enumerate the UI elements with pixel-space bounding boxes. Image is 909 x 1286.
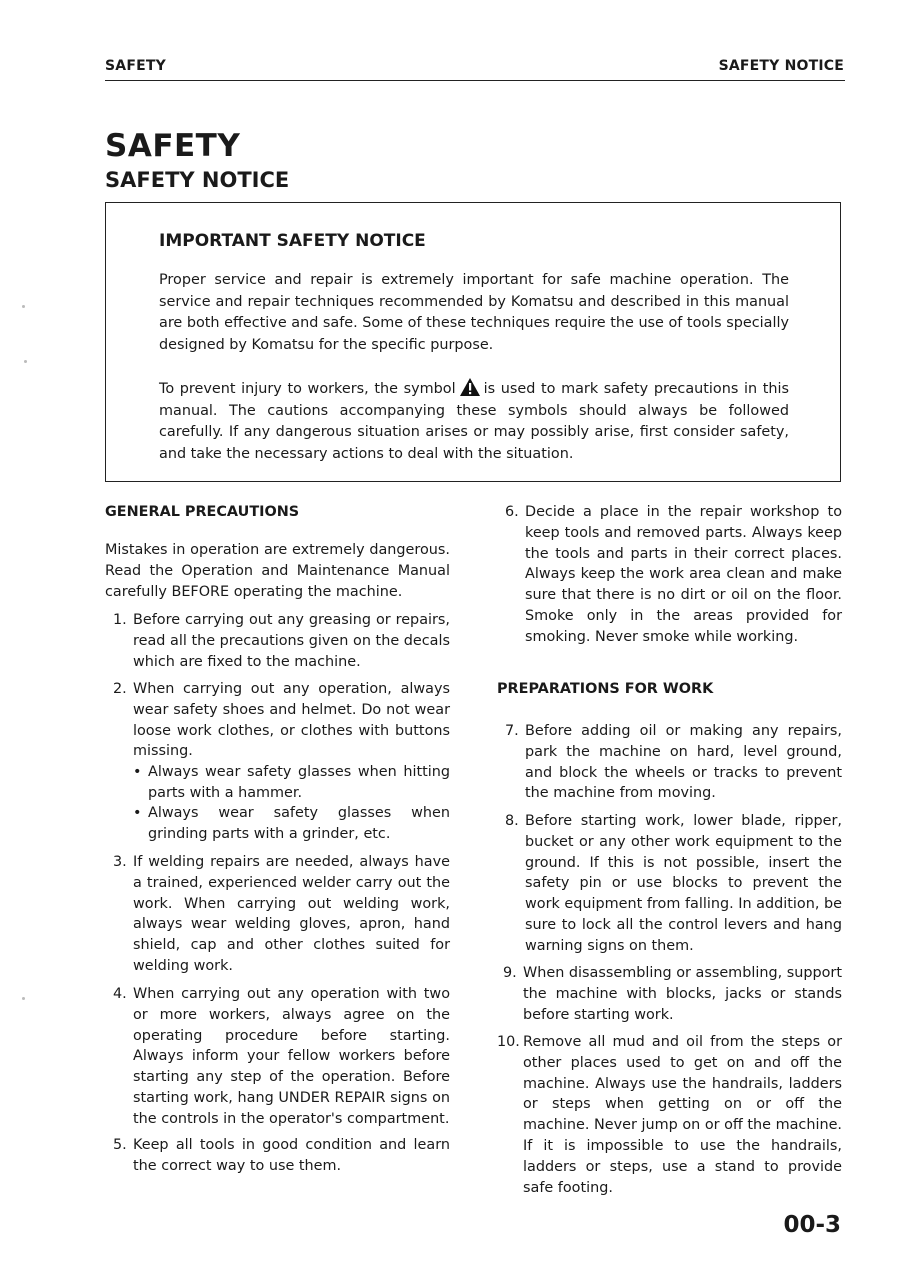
list-item-7: [505, 721, 842, 804]
scan-speck: [22, 997, 25, 1000]
bullet-dot: •: [133, 764, 142, 780]
item-text: Before carrying out any greasing or repairs, read all the precautions given on the decals which are fixed to the machine.: [133, 612, 450, 670]
bullet-text: Always wear safety glasses when hitting parts with a hammer.: [148, 764, 450, 801]
general-precautions-heading: GENERAL PRECAUTIONS: [105, 504, 300, 520]
item-number: 9.: [503, 965, 517, 981]
notice-paragraph-2-end: is used to mark safety precautions in this manual. The cautions accompanying these symbols should always be followed carefully. If any dangerous situation arises or may possibly arise, first consider safety, and take the necessary actions to deal with the situation.: [159, 381, 790, 462]
notice-title: IMPORTANT SAFETY NOTICE: [159, 231, 426, 251]
list-item-3: [113, 852, 450, 977]
list-item-10: [497, 1032, 842, 1198]
item-number: 7.: [505, 723, 519, 739]
item-number: 2.: [113, 681, 127, 697]
bullet-item-1: [133, 762, 450, 804]
item-number: 8.: [505, 813, 519, 829]
list-item-9: [503, 963, 842, 1025]
list-item-4: [113, 984, 450, 1130]
general-intro: Mistakes in operation are extremely dangerous. Read the Operation and Maintenance Manual carefully BEFORE operating the machine.: [105, 542, 450, 600]
list-item-5: [113, 1135, 450, 1177]
item-text: Before starting work, lower blade, ripper, bucket or any other work equipment to the ground. If this is not possible, insert the safety pin or use blocks to prevent the work equipment from falling. In addition, be sure to lock all the control levers and hang warning signs on them.: [525, 813, 842, 954]
item-text: Keep all tools in good condition and learn the correct way to use them.: [133, 1137, 450, 1174]
item-number: 6.: [505, 504, 519, 520]
page-number: 00-3: [783, 1212, 841, 1238]
item-number: 10.: [497, 1034, 520, 1050]
page-title: SAFETY: [105, 128, 241, 164]
scan-speck: [22, 305, 25, 308]
item-text: Remove all mud and oil from the steps or other places used to get on and off the machine. Always use the handrails, ladders or steps when getting on or off the machine. Never jump on or off the machine. If it is impossible to use the handrails, ladders or steps, use a stand to provide safe footing.: [523, 1034, 843, 1196]
notice-paragraph-2-start: To prevent injury to workers, the symbol: [159, 381, 456, 397]
item-text: When carrying out any operation with two or more workers, always agree on the operating procedure before starting. Always inform your fellow workers before starting any step of the operation. Before starting work, hang UNDER REPAIR signs on the controls in the operator's compartment.: [133, 986, 450, 1127]
item-text: Before adding oil or making any repairs, park the machine on hard, level ground, and block the wheels or tracks to prevent the machine from moving.: [525, 723, 842, 802]
item-text: When disassembling or assembling, support the machine with blocks, jacks or stands before starting work.: [523, 965, 842, 1023]
list-item-1: [113, 610, 450, 672]
item-number: 1.: [113, 612, 127, 628]
item-text: When carrying out any operation, always wear safety shoes and helmet. Do not wear loose work clothes, or clothes with buttons missing.: [133, 681, 450, 760]
item-number: 3.: [113, 854, 127, 870]
notice-paragraph-1: Proper service and repair is extremely important for safe machine operation. The service and repair techniques recommended by Komatsu and described in this manual are both effective and safe. Some of these techniques require the use of tools specially designed by Komatsu for the specific purpose.: [159, 272, 789, 353]
page-header-left: SAFETY: [105, 58, 166, 74]
bullet-dot: •: [133, 805, 142, 821]
list-item-2: [113, 679, 450, 762]
scan-speck: [24, 360, 27, 363]
preparations-heading: PREPARATIONS FOR WORK: [497, 681, 714, 697]
warning-triangle-icon: [459, 377, 481, 397]
page-header-right: SAFETY NOTICE: [718, 58, 844, 74]
bullet-item-2: [133, 803, 450, 845]
page-subtitle: SAFETY NOTICE: [105, 168, 290, 192]
item-number: 5.: [113, 1137, 127, 1153]
list-item-8: [505, 811, 842, 957]
right-column: [497, 0, 842, 1286]
item-number: 4.: [113, 986, 127, 1002]
left-column: [105, 0, 450, 1286]
item-text: If welding repairs are needed, always have a trained, experienced welder carry out the work. When carrying out welding work, always wear welding gloves, apron, hand shield, cap and other clothes suited for welding work.: [133, 854, 450, 974]
item-text: Decide a place in the repair workshop to keep tools and removed parts. Always keep the tools and parts in their correct places. Always keep the work area clean and make sure that there is no dirt or oil on the floor. Smoke only in the areas provided for smoking. Never smoke while working.: [525, 504, 842, 645]
list-item-6: [505, 502, 842, 648]
bullet-text: Always wear safety glasses when grinding parts with a grinder, etc.: [148, 805, 450, 842]
